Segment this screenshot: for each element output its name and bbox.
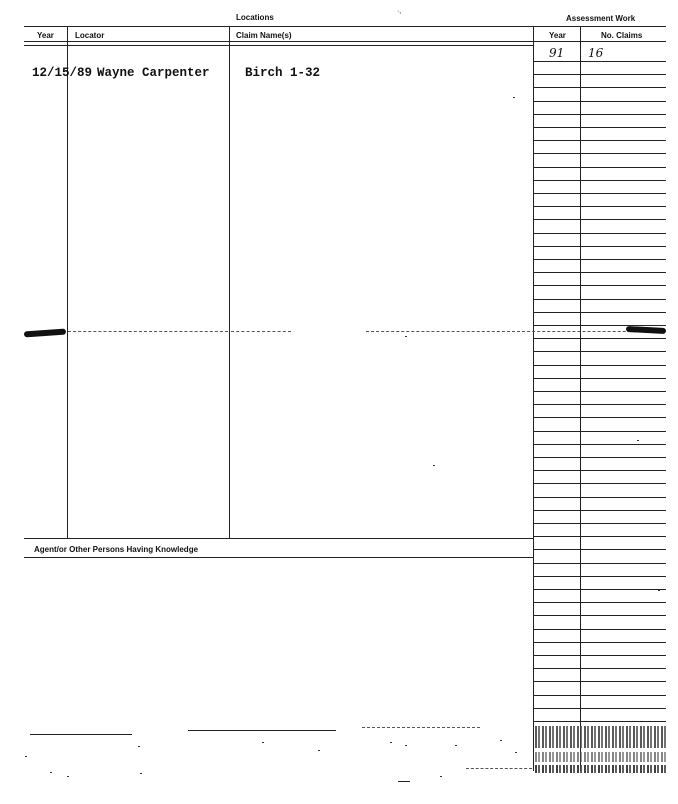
ledger-row-line — [533, 285, 666, 286]
speck — [50, 772, 52, 773]
header-double-rule — [24, 45, 533, 46]
ledger-row-line — [533, 219, 666, 220]
fold-line-right — [366, 331, 666, 332]
agent-section-label: Agent/or Other Persons Having Knowledge — [34, 545, 199, 554]
col-assess-year-header: Year — [549, 31, 566, 40]
speck — [67, 776, 69, 777]
col-year-header: Year — [37, 31, 54, 40]
ledger-row-line — [533, 206, 666, 207]
fold-line-center — [231, 331, 291, 332]
ink-mark-right — [626, 326, 666, 334]
ledger-row-line — [533, 153, 666, 154]
scan-mark: ·‚ — [397, 8, 401, 15]
header-top-rule — [24, 26, 666, 27]
ledger-row-line — [533, 140, 666, 141]
locations-bottom-rule — [24, 538, 533, 539]
ledger-row-line — [533, 563, 666, 564]
bottom-rule-fragment-2 — [188, 730, 336, 731]
ledger-row-line — [533, 417, 666, 418]
ledger-row-line — [533, 325, 666, 326]
ledger-row-line — [533, 655, 666, 656]
ledger-row-line — [533, 193, 666, 194]
year-locator-divider — [67, 26, 68, 538]
speck — [455, 745, 457, 746]
ledger-row-line — [533, 299, 666, 300]
speck — [515, 752, 517, 753]
scan-noise-block-middle — [535, 752, 666, 762]
ledger-row-line — [533, 536, 666, 537]
speck — [433, 465, 435, 466]
agent-section-rule — [24, 557, 533, 558]
ledger-row-line — [533, 470, 666, 471]
speck — [500, 740, 502, 741]
ledger-row-line — [533, 483, 666, 484]
col-locator-header: Locator — [75, 31, 105, 40]
entry-claim-names: Birch 1-32 — [245, 66, 321, 80]
ledger-row-line — [533, 589, 666, 590]
bottom-rule-fragment-5 — [466, 768, 532, 769]
ledger-row-line — [533, 576, 666, 577]
ledger-row-line — [533, 721, 666, 722]
ledger-row-line — [533, 695, 666, 696]
ledger-row-line — [533, 114, 666, 115]
ledger-row-line — [533, 378, 666, 379]
ledger-row-line — [533, 629, 666, 630]
col-no-claims-header: No. Claims — [601, 31, 643, 40]
locator-claim-divider — [229, 26, 230, 538]
ledger-row-line — [533, 233, 666, 234]
speck — [513, 97, 515, 98]
col-claim-names-header: Claim Name(s) — [236, 31, 292, 40]
ledger-row-line — [533, 180, 666, 181]
ledger-row-line — [533, 431, 666, 432]
speck — [440, 776, 442, 777]
fold-line-left — [68, 331, 228, 332]
ledger-row-line — [533, 391, 666, 392]
assessment-work-title: Assessment Work — [566, 14, 636, 23]
assessment-year-value: 91 — [549, 46, 565, 60]
ledger-row-line — [533, 87, 666, 88]
bottom-rule-fragment-4 — [398, 781, 410, 782]
speck — [25, 756, 27, 757]
ledger-row-line — [533, 549, 666, 550]
ledger-row-line — [533, 365, 666, 366]
bottom-rule-fragment-3 — [362, 727, 480, 728]
speck — [138, 746, 140, 747]
scan-noise-block-bottom — [535, 765, 666, 773]
bottom-rule-fragment-1 — [30, 734, 132, 735]
speck — [637, 440, 639, 441]
ledger-row-line — [533, 457, 666, 458]
speck — [405, 745, 407, 746]
header-bottom-rule — [24, 41, 666, 42]
ledger-row-line — [533, 642, 666, 643]
speck — [262, 742, 264, 743]
ledger-row-line — [533, 497, 666, 498]
ledger-row-line — [533, 615, 666, 616]
ledger-row-line — [533, 510, 666, 511]
ledger-row-line — [533, 681, 666, 682]
ledger-row-line — [533, 101, 666, 102]
assessment-middle-divider — [580, 26, 581, 771]
speck — [405, 336, 407, 337]
ledger-row-line — [533, 351, 666, 352]
ledger-row-line — [533, 602, 666, 603]
ledger-row-line — [533, 74, 666, 75]
entry-year: 12/15/89 — [32, 66, 93, 80]
speck — [658, 590, 660, 591]
speck — [318, 750, 320, 751]
ledger-row-line — [533, 708, 666, 709]
speck — [390, 742, 392, 743]
ledger-row-line — [533, 523, 666, 524]
ledger-row-line — [533, 338, 666, 339]
scan-noise-block-top — [535, 726, 666, 748]
assessment-no-claims-value: 16 — [588, 46, 604, 60]
ledger-row-line — [533, 272, 666, 273]
ledger-row-line — [533, 404, 666, 405]
ink-mark-left — [24, 329, 66, 338]
ledger-row-line — [533, 246, 666, 247]
speck — [140, 773, 142, 774]
entry-locator: Wayne Carpenter — [97, 66, 210, 80]
ledger-row-line — [533, 61, 666, 62]
ledger-row-line — [533, 444, 666, 445]
ledger-row-line — [533, 668, 666, 669]
ledger-row-line — [533, 259, 666, 260]
ledger-row-line — [533, 167, 666, 168]
assessment-left-border — [533, 26, 534, 771]
ledger-row-line — [533, 127, 666, 128]
ledger-row-line — [533, 312, 666, 313]
locations-title: Locations — [236, 13, 274, 22]
